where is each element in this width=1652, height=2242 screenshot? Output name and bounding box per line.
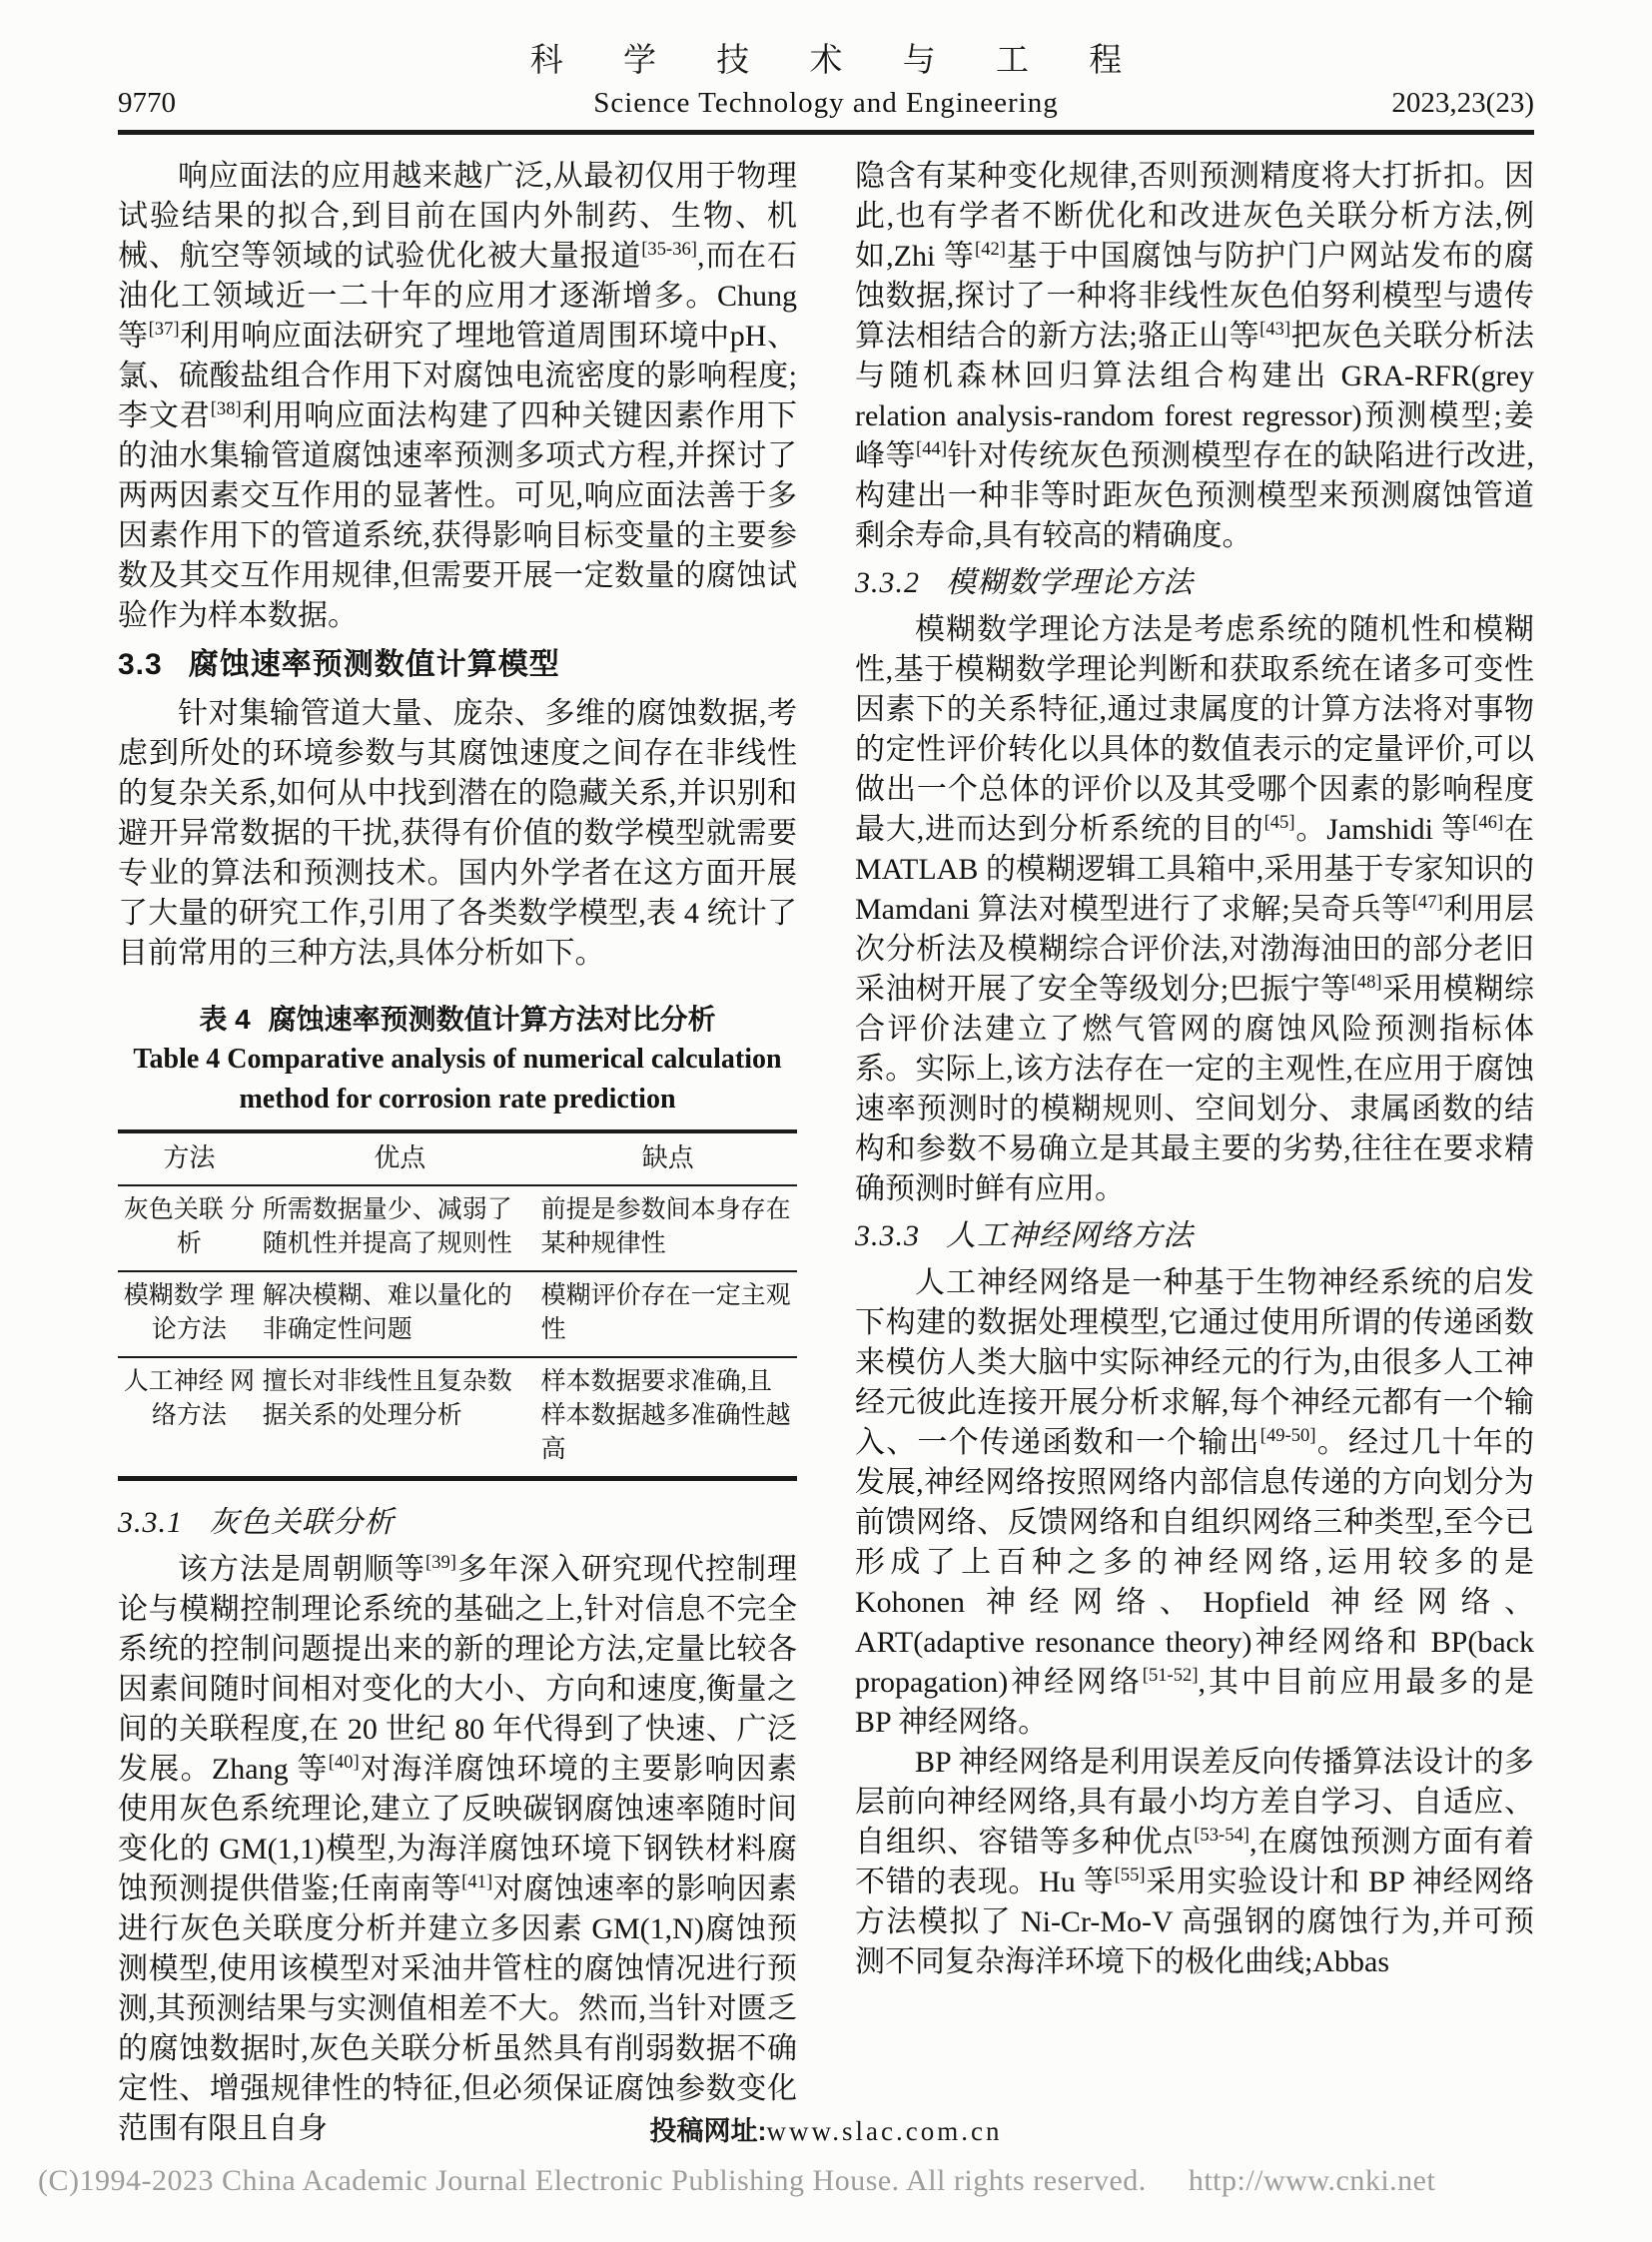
cell-pros: 解决模糊、难以量化的非确定性问题 <box>261 1271 539 1357</box>
cell-method: 模糊数学 理论方法 <box>118 1271 261 1357</box>
table-title-en-line1: Table 4 Comparative analysis of numerical calculation <box>133 1044 782 1075</box>
issue-info: 2023,23(23) <box>1391 87 1534 119</box>
table-number: 表 4 <box>199 1004 251 1035</box>
journal-title-en: Science Technology and Engineering <box>593 87 1059 119</box>
col-header-cons: 缺点 <box>539 1131 797 1185</box>
table-row <box>118 1357 797 1479</box>
left-column <box>118 157 797 2149</box>
paragraph-grey-relation: 该方法是周朝顺等[39]多年深入研究现代控制理论与模糊控制理论系统的基础之上,针对信息不完全系统的控制问题提出来的新的理论方法,定量比较各因素间随时间相对变化的大小、方向和速度,衡量之间的关联程度,在 20 世纪 80 年代得到了快速、广泛发展。Zhang 等[40]对海洋腐蚀环境的主要影响因素使用灰色系统理论,建立了反映碳钢腐蚀速率随时间变化的 GM(1,1)模型,为海洋腐蚀环境下钢铁材料腐蚀预测提供借鉴;任南南等[41]对腐蚀速率的影响因素进行灰色关联度分析并建立多因素 GM(1,N)腐蚀预测模型,使用该模型对采油井管柱的腐蚀情况进行预测,其预测结果与实测值相差不大。然而,当针对匮乏的腐蚀数据时,灰色关联分析虽然具有削弱数据不确定性、增强规律性的特征,但必须保证腐蚀参数变化范围有限且自身 <box>118 1552 798 2145</box>
section-heading-3-3-1 <box>118 1503 797 1543</box>
header-row <box>118 87 1534 120</box>
page-number: 9770 <box>118 87 176 119</box>
paragraph-neural-network: 人工神经网络是一种基于生物神经系统的启发下构建的数据处理模型,它通过使用所谓的传递函数来模仿人类大脑中实际神经元的行为,由很多人工神经元彼此连接开展分析求解,每个神经元都有一个输入、一个传递函数和一个输出[49-50]。经过几十年的发展,神经网络按照网络内部信息传递的方向划分为前馈网络、反馈网络和自组织网络三种类型,至今已形成了上百种之多的神经网络,运用较多的是 Kohonen 神经网络、Hopfield 神经网络、ART(adaptive resonance theory)神经网络和 BP(back propagation)神经网络[51-52],其中目前应用最多的是 BP 神经网络。 <box>855 1266 1535 1739</box>
col-header-method: 方法 <box>118 1131 261 1185</box>
submission-label: 投稿网址: <box>649 2116 767 2146</box>
table-head <box>118 1131 797 1185</box>
cell-cons: 前提是参数间本身存在某种规律性 <box>540 1196 791 1257</box>
paragraph-response-surface: 响应面法的应用越来越广泛,从最初仅用于物理试验结果的拟合,到目前在国内外制药、生物、机械、航空等领域的试验优化被大量报道[35-36],而在石油化工领域近一二十年的应用才逐渐增多。Chung 等[37]利用响应面法研究了埋地管道周围环境中pH、氯、硫酸盐组合作用下对腐蚀电流密度的影响程度;李文君[38]利用响应面法构建了四种关键因素作用下的油水集输管道腐蚀速率预测多项式方程,并探讨了两两因素交互作用的显著性。可见,响应面法善于多因素作用下的管道系统,获得影响目标变量的主要参数及其交互作用规律,但需要开展一定数量的腐蚀试验作为样本数据。 <box>118 160 798 632</box>
paragraph-bp-network: BP 神经网络是利用误差反向传播算法设计的多层前向神经网络,具有最小均方差自学习、自适应、自组织、容错等多种优点[53-54],在腐蚀预测方面有着不错的表现。Hu 等[55]采用实验设计和 BP 神经网络方法模拟了 Ni-Cr-Mo-V 高强钢的腐蚀行为,并可预测不同复杂海洋环境下的极化曲线;Abbas <box>855 1746 1535 1978</box>
comparison-table <box>118 1129 797 1481</box>
cell-cons: 模糊评价存在一定主观性 <box>539 1271 797 1357</box>
table-row <box>118 1271 797 1357</box>
table-title-en-line2: method for corrosion rate prediction <box>239 1084 676 1115</box>
section-number: 3.3 <box>118 648 163 681</box>
section-heading-3-3-2 <box>855 563 1534 603</box>
cell-pros: 所需数据量少、减弱了随机性并提高了规则性 <box>262 1196 512 1257</box>
cell-method: 灰色关联 分析 <box>123 1196 256 1257</box>
table-4-block <box>118 1000 797 1481</box>
table-body <box>118 1185 797 1479</box>
table-row <box>118 1185 797 1271</box>
copyright-text: (C)1994-2023 China Academic Journal Electronic Publishing House. All rights reserved. <box>38 2164 1147 2197</box>
section-title: 模糊数学理论方法 <box>946 566 1194 599</box>
submission-url: www.slac.com.cn <box>766 2116 1003 2146</box>
submission-line <box>0 2109 1652 2148</box>
cell-cons: 样本数据要求准确,且样本数据越多准确性越高 <box>539 1357 797 1479</box>
section-number: 3.3.3 <box>855 1219 920 1252</box>
section-heading-3-3-3 <box>855 1216 1534 1256</box>
section-title: 人工神经网络方法 <box>946 1219 1194 1252</box>
journal-title-cn: 科 学 技 术 与 工 程 <box>529 43 1149 79</box>
body-columns <box>0 135 1652 2149</box>
cell-method: 人工神经 网络方法 <box>118 1357 261 1479</box>
section-number: 3.3.2 <box>855 566 920 599</box>
table-title-cn-text: 腐蚀速率预测数值计算方法对比分析 <box>268 1004 716 1035</box>
section-title: 灰色关联分析 <box>209 1506 395 1539</box>
right-column <box>855 157 1534 2149</box>
col-header-pros: 优点 <box>261 1131 539 1185</box>
table-title-cn <box>118 1000 797 1040</box>
section-heading-3-3 <box>118 645 797 685</box>
table-header-row <box>118 1131 797 1185</box>
cell-pros: 擅长对非线性且复杂数据关系的处理分析 <box>261 1357 539 1479</box>
page-header <box>0 0 1652 120</box>
paragraph-grey-relation-continued: 隐含有某种变化规律,否则预测精度将大打折扣。因此,也有学者不断优化和改进灰色关联分析方法,例如,Zhi 等[42]基于中国腐蚀与防护门户网站发布的腐蚀数据,探讨了一种将非线性灰色伯努利模型与遗传算法相结合的新方法;骆正山等[43]把灰色关联分析法与随机森林回归算法组合构建出 GRA-RFR(grey relation analysis-random forest regressor)预测模型;姜峰等[44]针对传统灰色预测模型存在的缺陷进行改进,构建出一种非等时距灰色预测模型来预测腐蚀管道剩余寿命,具有较高的精确度。 <box>855 160 1535 552</box>
paragraph-data-challenge: 针对集输管道大量、庞杂、多维的腐蚀数据,考虑到所处的环境参数与其腐蚀速度之间存在非线性的复杂关系,如何从中找到潜在的隐藏关系,并识别和避开异常数据的干扰,获得有价值的数学模型就需要专业的算法和预测技术。国内外学者在这方面开展了大量的研究工作,引用了各类数学模型,表 4 统计了目前常用的三种方法,具体分析如下。 <box>118 697 797 970</box>
copyright-line <box>38 2164 1435 2198</box>
paragraph-fuzzy-math: 模糊数学理论方法是考虑系统的随机性和模糊性,基于模糊数学理论判断和获取系统在诸多可变性因素下的关系特征,通过隶属度的计算方法将对事物的定性评价转化以具体的数值表示的定量评价,可以做出一个总体的评价以及其受哪个因素的影响程度最大,进而达到分析系统的目的[45]。Jamshidi 等[46]在 MATLAB 的模糊逻辑工具箱中,采用基于专家知识的 Mamdani 算法对模型进行了求解;吴奇兵等[47]利用层次分析法及模糊综合评价法,对渤海油田的部分老旧采油树开展了安全等级划分;巴振宁等[48]采用模糊综合评价法建立了燃气管网的腐蚀风险预测指标体系。实际上,该方法存在一定的主观性,在应用于腐蚀速率预测时的模糊规则、空间划分、隶属函数的结构和参数不易确立是其最主要的劣势,往往在要求精确预测时鲜有应用。 <box>855 613 1535 1205</box>
section-number: 3.3.1 <box>118 1506 183 1539</box>
cnki-url: http://www.cnki.net <box>1188 2164 1436 2197</box>
section-title: 腐蚀速率预测数值计算模型 <box>188 648 560 681</box>
